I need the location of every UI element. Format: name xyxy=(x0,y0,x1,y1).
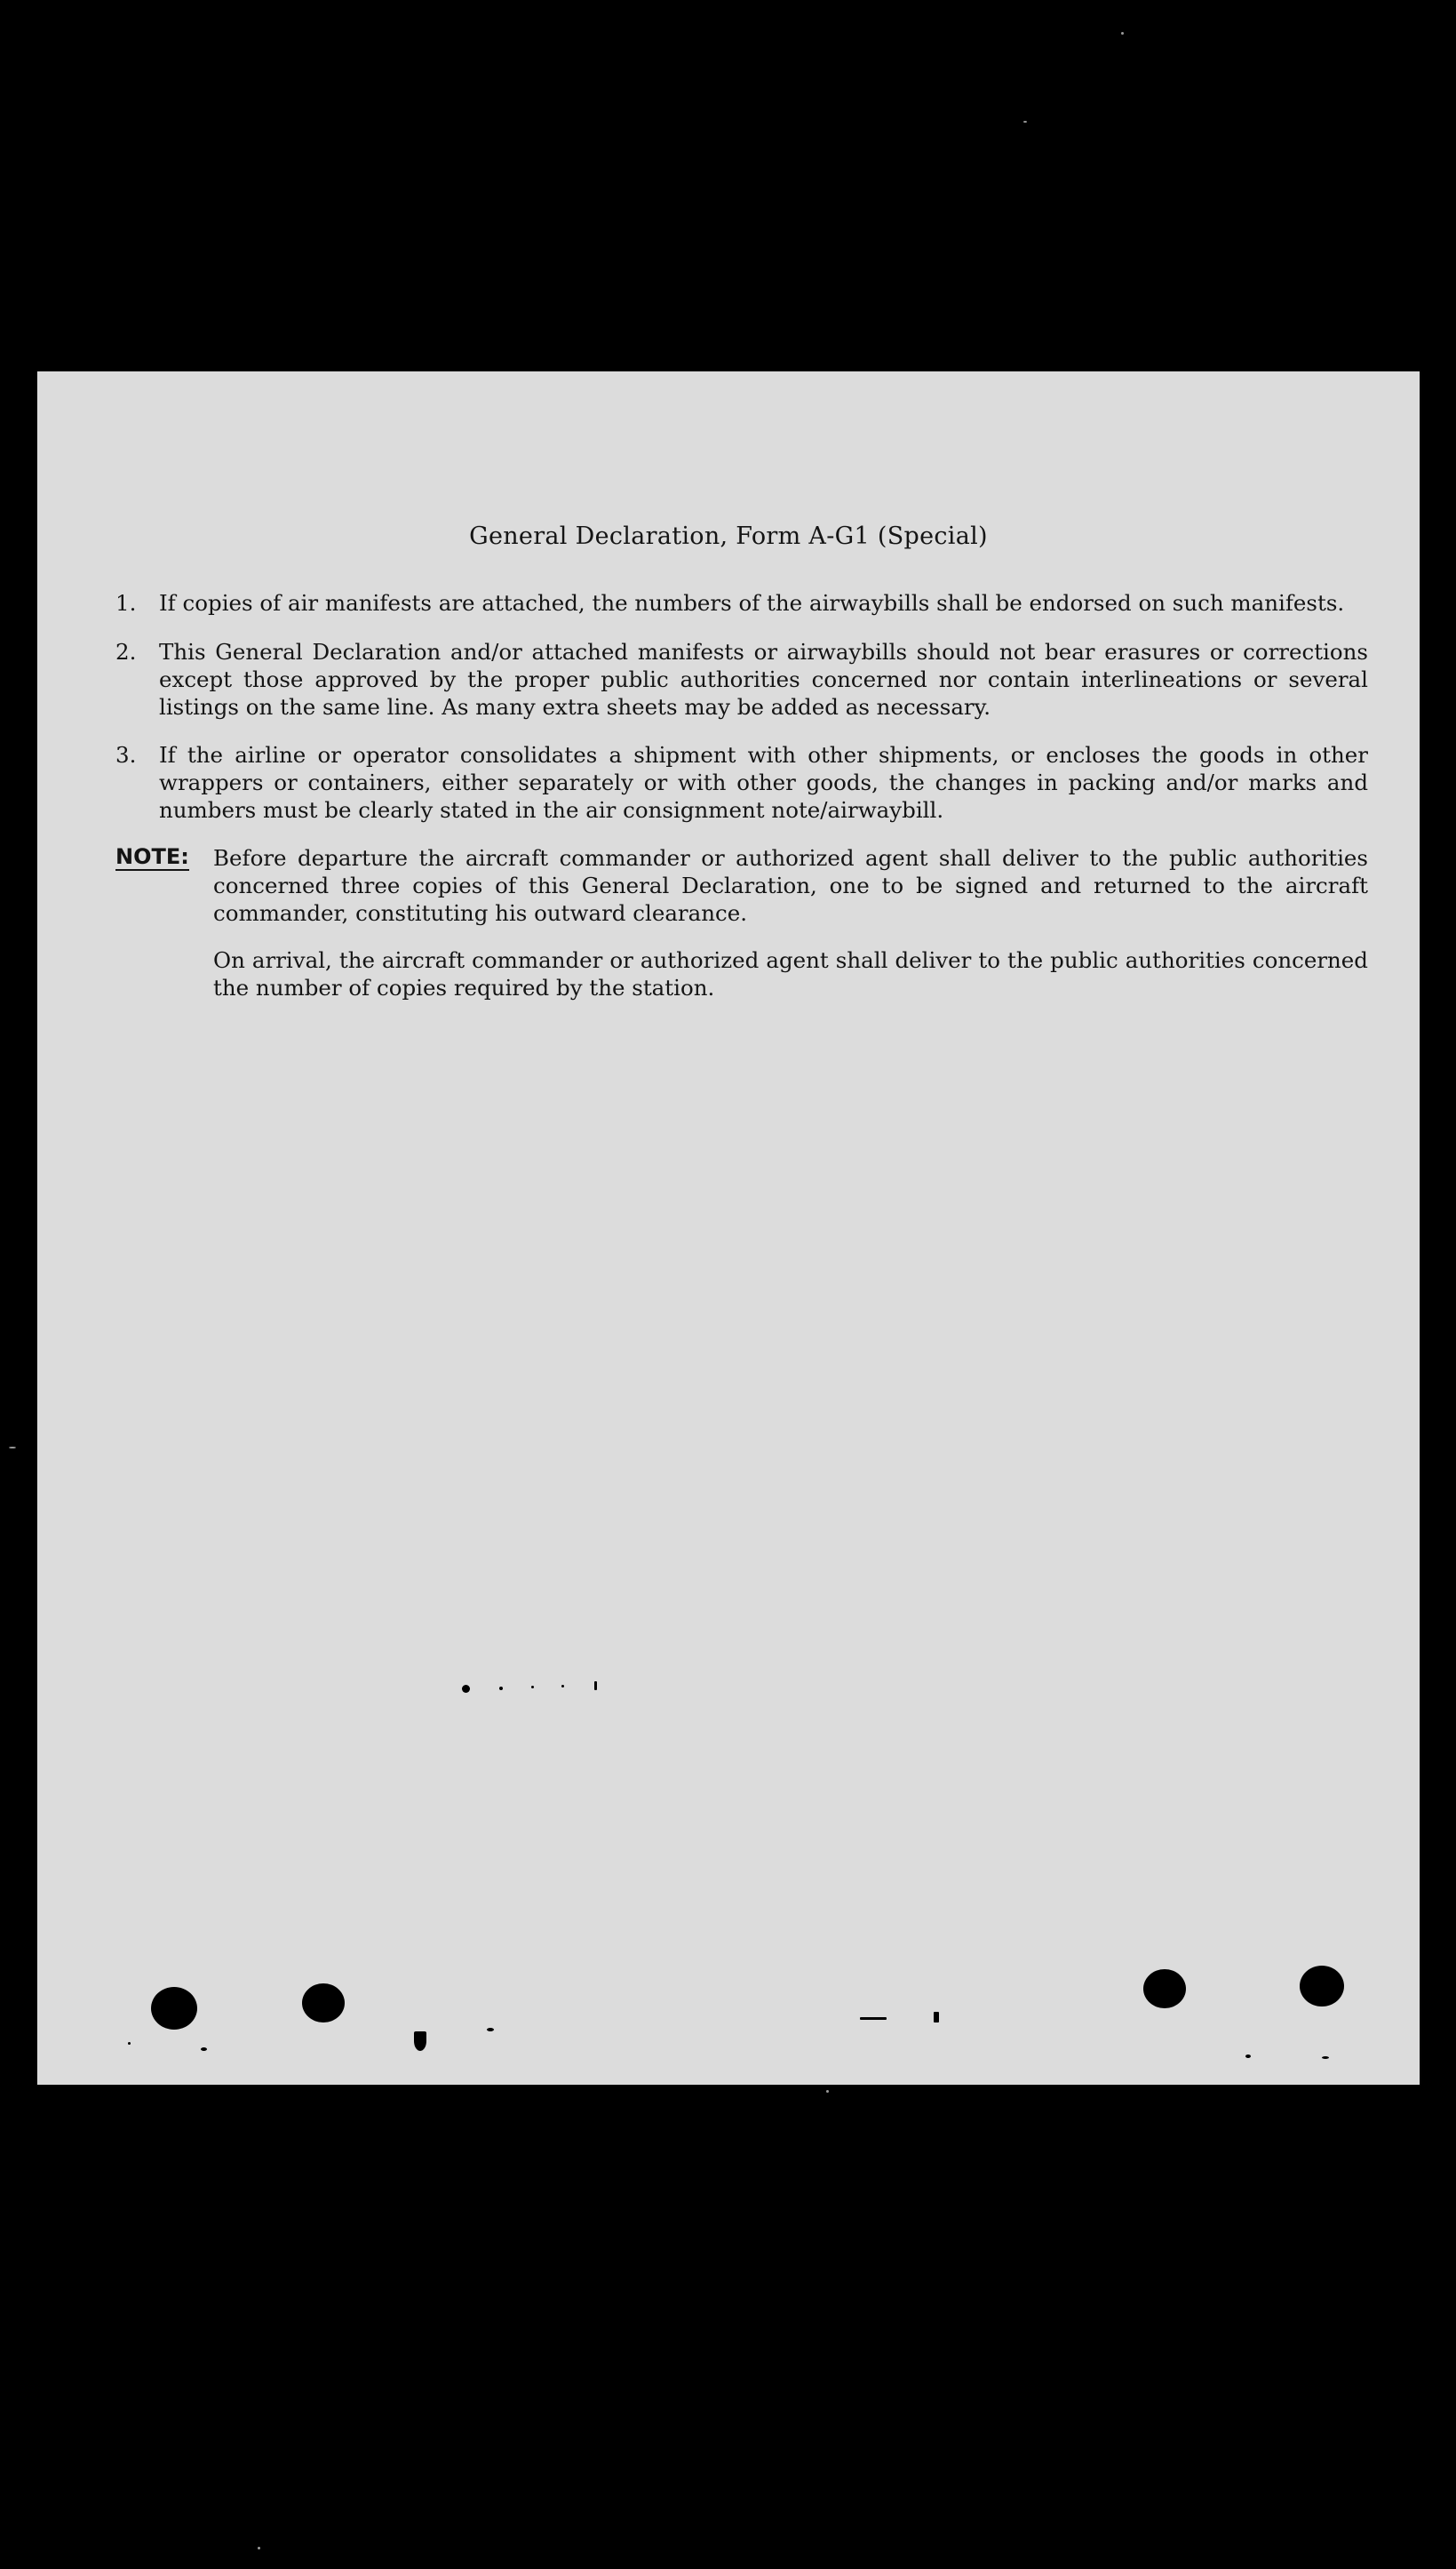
scan-speck xyxy=(487,2028,494,2031)
instruction-item-2 xyxy=(115,638,1368,721)
punch-hole xyxy=(302,1983,345,2022)
document-title: General Declaration, Form A-G1 (Special) xyxy=(469,523,988,550)
note-section xyxy=(115,844,1368,1001)
item-number: 2. xyxy=(115,639,137,665)
scan-speck xyxy=(594,1681,597,1690)
background-speck xyxy=(1023,121,1027,123)
scan-speck xyxy=(414,2031,426,2051)
document-sheet xyxy=(37,371,1420,2085)
punch-hole xyxy=(1300,1966,1344,2007)
item-number: 1. xyxy=(115,590,137,616)
scan-speck xyxy=(462,1685,470,1693)
item-number: 3. xyxy=(115,742,137,768)
item-text: If copies of air manifests are attached, the numbers of the airwaybills shall be endorsed on such manifests. xyxy=(159,590,1345,616)
scan-speck xyxy=(1245,2054,1251,2058)
instruction-item-3 xyxy=(115,741,1368,824)
background-speck xyxy=(9,1447,16,1448)
background-speck xyxy=(1121,32,1124,35)
background-speck xyxy=(258,2547,260,2549)
instruction-item-1 xyxy=(115,589,1368,617)
scan-speck xyxy=(499,1687,503,1690)
note-paragraph-arrival: On arrival, the aircraft commander or authorized agent shall deliver to the public authorities concerned the number of copies required by the station. xyxy=(213,947,1368,1001)
scan-speck xyxy=(860,2017,887,2020)
scan-speck xyxy=(561,1685,564,1687)
scan-speck xyxy=(934,2012,939,2022)
background-speck xyxy=(826,2090,829,2093)
punch-hole xyxy=(151,1987,197,2030)
scan-speck xyxy=(1322,2056,1329,2059)
note-paragraph-departure: Before departure the aircraft commander or authorized agent shall deliver to the public authorities concerned three copies of this General Declaration, one to be signed and returned to the aircraft commander, constituting his outward clearance. xyxy=(213,845,1368,926)
scan-speck xyxy=(531,1686,534,1688)
punch-hole xyxy=(1143,1969,1186,2008)
scan-speck xyxy=(128,2042,131,2045)
item-text: If the airline or operator consolidates a shipment with other shipments, or encloses the goods in other wrappers or containers, either separately or with other goods, the changes in packing and/or marks and numbers must be clearly stated in the air consignment note/airwaybill. xyxy=(159,742,1368,823)
scan-speck xyxy=(201,2047,207,2051)
item-text: This General Declaration and/or attached manifests or airwaybills should not bear erasures or corrections except those approved by the proper public authorities concerned nor contain interlineations or several listings on the same line. As many extra sheets may be added as necessary. xyxy=(159,639,1368,720)
note-label: NOTE: xyxy=(115,844,189,869)
